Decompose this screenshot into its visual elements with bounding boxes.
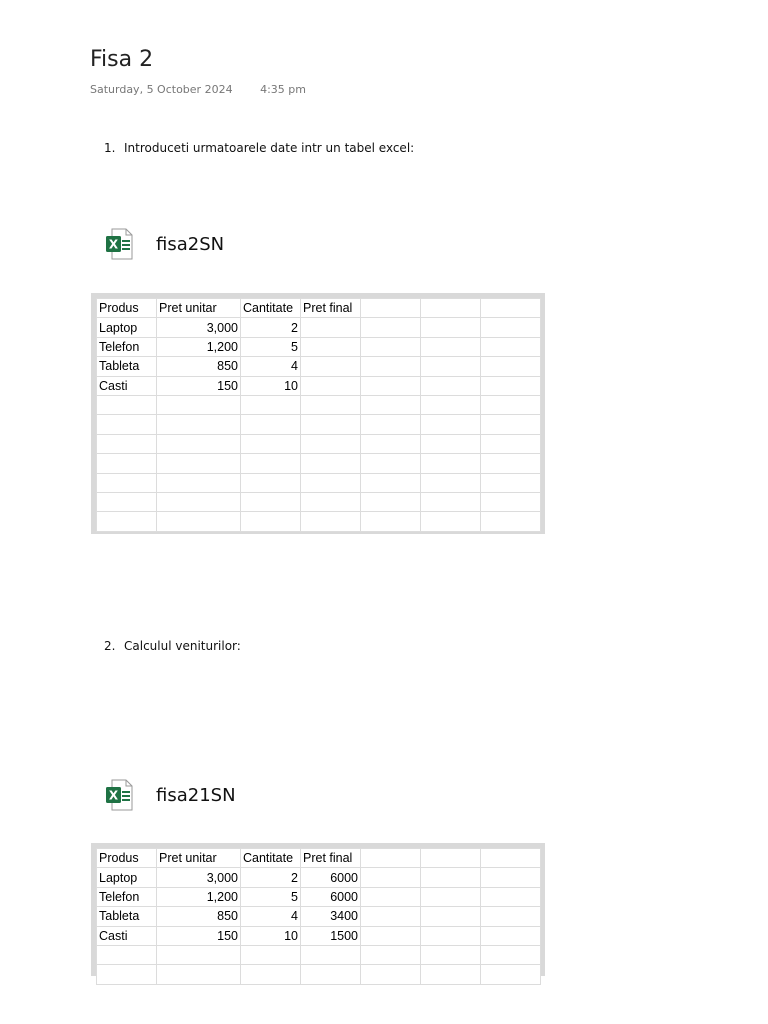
- spreadsheet-table: [96, 848, 541, 985]
- table-cell[interactable]: 6000: [301, 868, 361, 887]
- table-cell[interactable]: [241, 473, 301, 492]
- table-row: [97, 473, 541, 492]
- table-cell[interactable]: [481, 887, 541, 906]
- table-row: [97, 337, 541, 356]
- table-cell[interactable]: [481, 434, 541, 453]
- table-row: [97, 512, 541, 531]
- table-cell[interactable]: 3,000: [157, 868, 241, 887]
- table-cell[interactable]: [481, 926, 541, 945]
- table-cell[interactable]: Tableta: [97, 357, 157, 376]
- table-cell[interactable]: Laptop: [97, 868, 157, 887]
- table-cell[interactable]: [361, 965, 421, 984]
- table-cell[interactable]: [157, 395, 241, 414]
- table-cell[interactable]: 5: [241, 337, 301, 356]
- table-cell[interactable]: [241, 945, 301, 964]
- table-cell[interactable]: [301, 337, 361, 356]
- table-cell[interactable]: [361, 945, 421, 964]
- svg-text:X: X: [108, 237, 119, 252]
- table-cell[interactable]: [361, 337, 421, 356]
- embedded-sheet-2[interactable]: [91, 843, 545, 976]
- header-cell[interactable]: Produs: [97, 299, 157, 318]
- table-cell[interactable]: [97, 415, 157, 434]
- table-cell[interactable]: Laptop: [97, 318, 157, 337]
- table-cell[interactable]: [361, 492, 421, 511]
- table-cell[interactable]: [241, 512, 301, 531]
- table-cell[interactable]: 1500: [301, 926, 361, 945]
- table-cell[interactable]: [421, 318, 481, 337]
- list-item-1: [104, 141, 414, 155]
- table-cell[interactable]: [421, 868, 481, 887]
- table-cell[interactable]: [361, 473, 421, 492]
- table-cell[interactable]: [301, 454, 361, 473]
- table-cell[interactable]: [97, 434, 157, 453]
- table-cell[interactable]: [157, 512, 241, 531]
- table-cell[interactable]: [421, 492, 481, 511]
- list-item-2: [104, 639, 241, 653]
- table-cell[interactable]: [301, 965, 361, 984]
- table-cell[interactable]: [361, 926, 421, 945]
- table-cell[interactable]: [421, 376, 481, 395]
- page-date: Saturday, 5 October 2024: [90, 83, 233, 96]
- table-cell[interactable]: [481, 868, 541, 887]
- table-cell[interactable]: [421, 965, 481, 984]
- table-row: [97, 376, 541, 395]
- attachment-filename[interactable]: fisa2SN: [156, 233, 225, 255]
- page-title: Fisa 2: [90, 47, 154, 72]
- table-cell[interactable]: [361, 434, 421, 453]
- table-row: [97, 395, 541, 414]
- table-cell[interactable]: 1,200: [157, 887, 241, 906]
- excel-file-icon: [104, 778, 134, 812]
- header-cell[interactable]: Produs: [97, 849, 157, 868]
- table-cell[interactable]: [97, 945, 157, 964]
- header-cell[interactable]: Pret unitar: [157, 849, 241, 868]
- table-cell[interactable]: 4: [241, 357, 301, 376]
- table-cell[interactable]: [361, 357, 421, 376]
- table-cell[interactable]: [97, 965, 157, 984]
- table-row: [97, 454, 541, 473]
- table-row: [97, 887, 541, 906]
- svg-text:X: X: [108, 788, 119, 803]
- table-row: [97, 318, 541, 337]
- table-cell[interactable]: 850: [157, 907, 241, 926]
- table-row: [97, 945, 541, 964]
- list-text: Introduceti urmatoarele date intr un tabel excel:: [124, 141, 415, 155]
- attachment-fisa21sn[interactable]: [104, 775, 236, 815]
- table-cell[interactable]: [361, 415, 421, 434]
- table-cell[interactable]: [97, 512, 157, 531]
- page-time: 4:35 pm: [260, 83, 306, 96]
- table-cell[interactable]: [421, 454, 481, 473]
- table-cell[interactable]: [97, 473, 157, 492]
- table-cell[interactable]: [421, 473, 481, 492]
- table-cell[interactable]: [241, 965, 301, 984]
- table-cell[interactable]: [421, 945, 481, 964]
- table-cell[interactable]: 2: [241, 318, 301, 337]
- table-cell[interactable]: [421, 434, 481, 453]
- table-row: [97, 415, 541, 434]
- table-cell[interactable]: [421, 926, 481, 945]
- table-cell[interactable]: [97, 395, 157, 414]
- table-cell[interactable]: [421, 415, 481, 434]
- table-cell[interactable]: [361, 887, 421, 906]
- table-row: [97, 907, 541, 926]
- header-cell[interactable]: [361, 849, 421, 868]
- table-cell[interactable]: [97, 454, 157, 473]
- table-cell[interactable]: [301, 945, 361, 964]
- table-cell[interactable]: 3400: [301, 907, 361, 926]
- list-number: 1.: [104, 141, 116, 155]
- table-cell[interactable]: [301, 415, 361, 434]
- spreadsheet-table: [96, 298, 541, 532]
- table-row: [97, 492, 541, 511]
- table-cell[interactable]: [301, 473, 361, 492]
- table-cell[interactable]: 150: [157, 926, 241, 945]
- table-cell[interactable]: [157, 492, 241, 511]
- table-cell[interactable]: Telefon: [97, 337, 157, 356]
- table-cell[interactable]: 1,200: [157, 337, 241, 356]
- table-cell[interactable]: Tableta: [97, 907, 157, 926]
- table-cell[interactable]: [361, 454, 421, 473]
- table-cell[interactable]: 10: [241, 926, 301, 945]
- header-cell[interactable]: [481, 849, 541, 868]
- table-cell[interactable]: [97, 492, 157, 511]
- table-cell[interactable]: [481, 337, 541, 356]
- table-cell[interactable]: [301, 434, 361, 453]
- table-row: [97, 868, 541, 887]
- table-cell[interactable]: [481, 318, 541, 337]
- list-text: Calculul veniturilor:: [124, 639, 241, 653]
- table-cell[interactable]: [421, 357, 481, 376]
- table-cell[interactable]: [481, 395, 541, 414]
- table-cell[interactable]: [481, 357, 541, 376]
- table-cell[interactable]: [157, 945, 241, 964]
- table-cell[interactable]: [361, 868, 421, 887]
- table-cell[interactable]: [301, 512, 361, 531]
- table-row: [97, 434, 541, 453]
- table-row: [97, 926, 541, 945]
- excel-file-icon: [104, 227, 134, 261]
- table-cell[interactable]: Telefon: [97, 887, 157, 906]
- table-cell[interactable]: [481, 415, 541, 434]
- table-cell[interactable]: [301, 395, 361, 414]
- table-cell[interactable]: [157, 473, 241, 492]
- table-cell[interactable]: [241, 434, 301, 453]
- table-cell[interactable]: [481, 907, 541, 926]
- header-cell[interactable]: Pret final: [301, 299, 361, 318]
- table-cell[interactable]: [421, 887, 481, 906]
- table-cell[interactable]: [241, 415, 301, 434]
- header-cell[interactable]: [361, 299, 421, 318]
- header-cell[interactable]: Pret final: [301, 849, 361, 868]
- table-row: [97, 965, 541, 984]
- table-cell[interactable]: [361, 512, 421, 531]
- page-meta: [90, 83, 306, 96]
- table-cell[interactable]: [421, 907, 481, 926]
- header-cell[interactable]: Cantitate: [241, 849, 301, 868]
- table-cell[interactable]: [361, 376, 421, 395]
- table-cell[interactable]: [241, 395, 301, 414]
- table-cell[interactable]: [301, 318, 361, 337]
- table-cell[interactable]: 3,000: [157, 318, 241, 337]
- table-cell[interactable]: 850: [157, 357, 241, 376]
- table-cell[interactable]: [481, 512, 541, 531]
- table-cell[interactable]: 10: [241, 376, 301, 395]
- header-cell[interactable]: Pret unitar: [157, 299, 241, 318]
- table-row: [97, 357, 541, 376]
- header-row: [97, 299, 541, 318]
- header-cell[interactable]: [421, 849, 481, 868]
- table-cell[interactable]: [361, 907, 421, 926]
- table-cell[interactable]: 5: [241, 887, 301, 906]
- table-cell[interactable]: [481, 965, 541, 984]
- table-cell[interactable]: [481, 492, 541, 511]
- table-cell[interactable]: [481, 454, 541, 473]
- table-cell[interactable]: [361, 395, 421, 414]
- table-cell[interactable]: 2: [241, 868, 301, 887]
- table-cell[interactable]: [241, 492, 301, 511]
- header-row: [97, 849, 541, 868]
- table-cell[interactable]: [421, 512, 481, 531]
- table-cell[interactable]: [157, 415, 241, 434]
- table-cell[interactable]: [301, 492, 361, 511]
- embedded-sheet-1[interactable]: [91, 293, 545, 534]
- table-cell[interactable]: 4: [241, 907, 301, 926]
- attachment-filename[interactable]: fisa21SN: [156, 784, 236, 806]
- attachment-fisa2sn[interactable]: [104, 224, 224, 264]
- table-cell[interactable]: [241, 454, 301, 473]
- table-cell[interactable]: [157, 965, 241, 984]
- table-cell[interactable]: [481, 376, 541, 395]
- table-cell[interactable]: 150: [157, 376, 241, 395]
- table-cell[interactable]: [157, 454, 241, 473]
- table-cell[interactable]: [421, 337, 481, 356]
- header-cell[interactable]: Cantitate: [241, 299, 301, 318]
- table-cell[interactable]: 6000: [301, 887, 361, 906]
- table-cell[interactable]: [157, 434, 241, 453]
- table-cell[interactable]: [361, 318, 421, 337]
- header-cell[interactable]: [481, 299, 541, 318]
- table-cell[interactable]: Casti: [97, 926, 157, 945]
- table-cell[interactable]: [481, 945, 541, 964]
- table-cell[interactable]: Casti: [97, 376, 157, 395]
- table-cell[interactable]: [481, 473, 541, 492]
- table-cell[interactable]: [301, 376, 361, 395]
- table-cell[interactable]: [301, 357, 361, 376]
- header-cell[interactable]: [421, 299, 481, 318]
- list-number: 2.: [104, 639, 116, 653]
- table-cell[interactable]: [421, 395, 481, 414]
